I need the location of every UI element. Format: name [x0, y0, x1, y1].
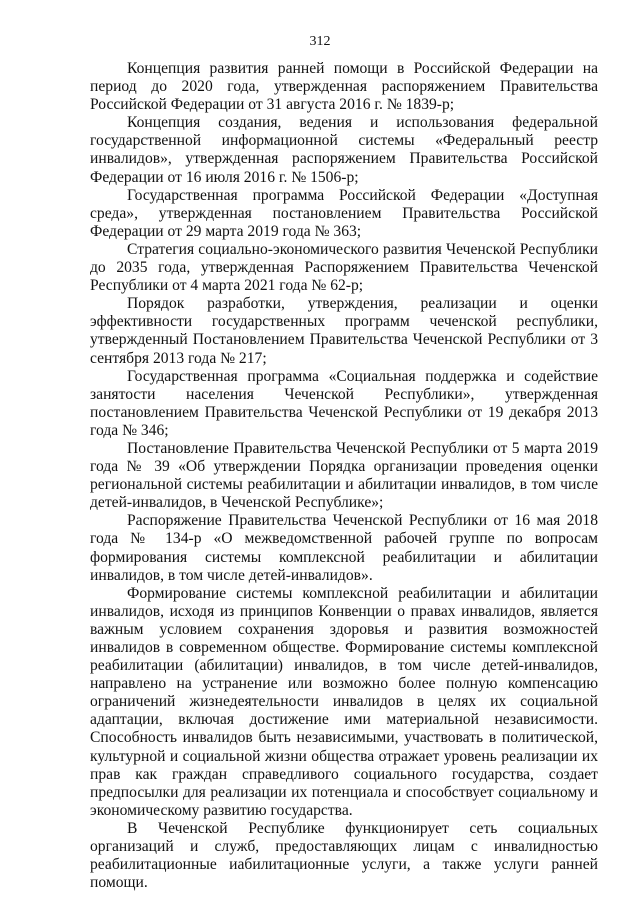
document-body	[90, 60, 598, 892]
paragraph-accessible-environment-program: Государственная программа Российской Федерации «Доступная среда», утвержденная постановлением Правительства Российской Федерации от 29 марта 2019 года № 363;	[90, 186, 598, 240]
paragraph-chechen-development-strategy: Стратегия социально-экономического развития Чеченской Республики до 2035 года, утвержденная Распоряжением Правительства Чеченской Республики от 4 марта 2021 года № 62-р;	[90, 240, 598, 295]
paragraph-state-programs-procedure: Порядок разработки, утверждения, реализации и оценки эффективности государственных программ чеченской республики, утвержденный Постановлением Правительства Чеченской Республики от 3 сентября 2013 года № 217;	[90, 295, 598, 367]
page-number: 312	[309, 34, 331, 49]
paragraph-social-organizations-network: В Чеченской Республике функционирует сеть социальных организаций и служб, предоставляющих лицам с инвалидностью реабилитационные иабилитационные услуги, а также услуги ранней помощи.	[90, 819, 598, 892]
paragraph-rehabilitation-assessment-resolution: Постановление Правительства Чеченской Республики от 5 марта 2019 года № 39 «Об утверждении Порядка организации проведения оценки региональной системы реабилитации и абилитации инвалидов, в том числе детей-инвалидов, в Чеченской Республике»;	[90, 439, 598, 512]
paragraph-working-group-order: Распоряжение Правительства Чеченской Республики от 16 мая 2018 года № 134-р «О межведомственной рабочей группе по вопросам формирования системы комплексной реабилитации и абилитации инвалидов, в том числе детей-инвалидов».	[90, 512, 598, 584]
paragraph-rehabilitation-system-formation: Формирование системы комплексной реабилитации и абилитации инвалидов, исходя из принципов Конвенции о правах инвалидов, является важным условием сохранения здоровья и развития возможностей инвалидов в современном обществе. Формирование системы комплексной реабилитации (абилитации) инвалидов, в том числе детей-инвалидов, направлено на устранение или возможно более полную компенсацию ограничений жизнедеятельности инвалидов в целях их социальной адаптации, включая достижение ими материальной независимости. Способность инвалидов быть независимыми, участвовать в политической, культурной и социальной жизни общества отражает уровень реализации их прав как граждан справедливого социального государства, создает предпосылки для реализации их потенциала и способствует социальному и экономическому развитию государства.	[90, 584, 598, 819]
paragraph-social-support-program: Государственная программа «Социальная поддержка и содействие занятости населения Чеченской Республики», утвержденная постановлением Правительства Чеченской Республики от 19 декабря 2013 года № 346;	[90, 367, 598, 439]
paragraph-disability-registry-concept: Концепция создания, ведения и использования федеральной государственной информационной системы «Федеральный реестр инвалидов», утвержденная распоряжением Правительства Российской Федерации от 16 июля 2016 г. № 1506-р;	[90, 114, 598, 186]
paragraph-early-help-concept: Концепция развития ранней помощи в Российской Федерации на период до 2020 года, утвержденная распоряжением Правительства Российской Федерации от 31 августа 2016 г. № 1839-р;	[90, 60, 598, 114]
